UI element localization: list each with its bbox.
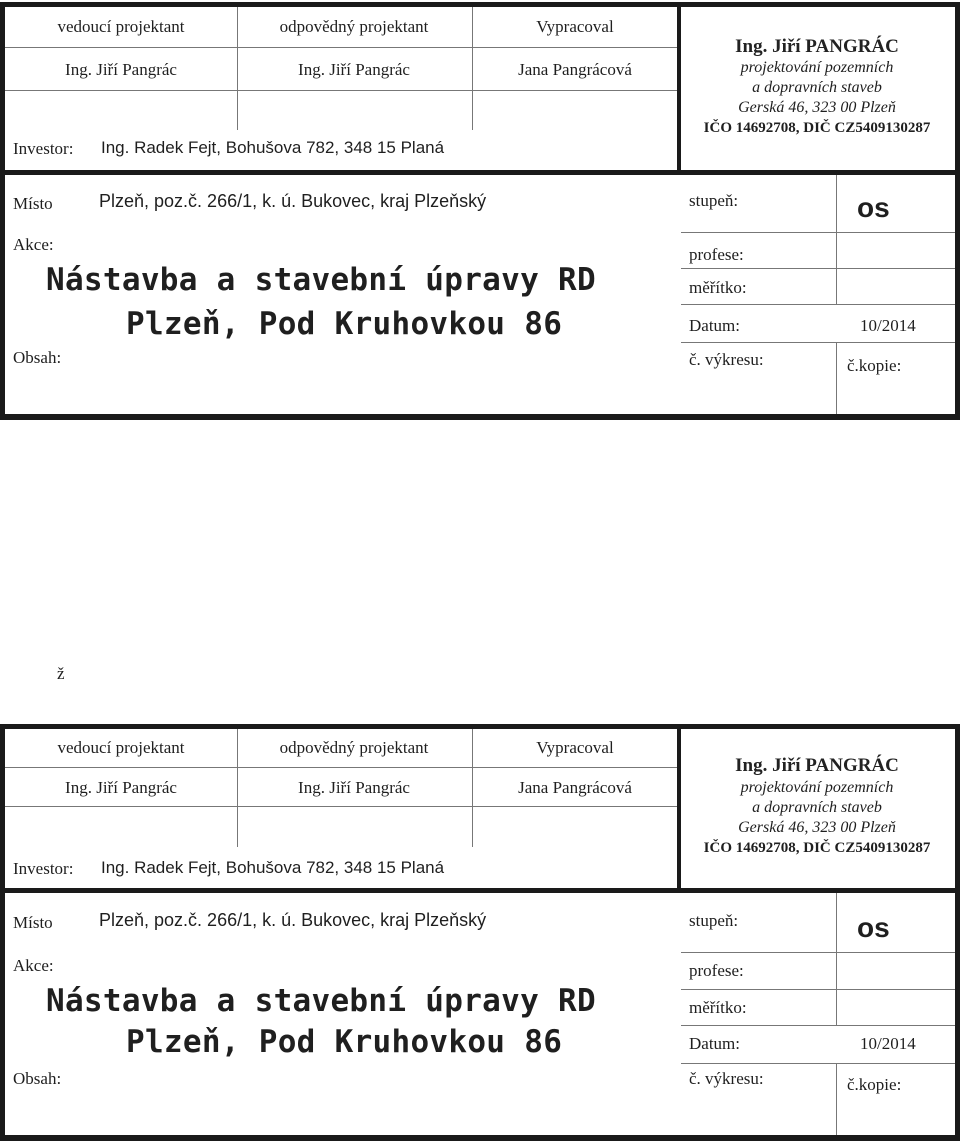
place-value: Plzeň, poz.č. 266/1, k. ú. Bukovec, kraj Plzeňský <box>99 910 487 930</box>
action-title: Nástavba a stavební úpravy RD <box>46 262 596 298</box>
firm-address: Gerská 46, 323 00 Plzeň <box>738 819 896 836</box>
header-label-lead-designer: vedoucí projektant <box>57 738 185 757</box>
scale-label: měřítko: <box>689 278 747 297</box>
action-subtitle: Plzeň, Pod Kruhovkou 86 <box>126 1024 563 1060</box>
firm-line-1: projektování pozemních <box>740 779 894 796</box>
title-block-1 <box>0 0 960 420</box>
investor-value: Ing. Radek Fejt, Bohušova 782, 348 15 Planá <box>101 138 445 157</box>
action-label: Akce: <box>13 956 54 975</box>
place-label: Místo <box>13 913 53 932</box>
investor-label: Investor: <box>13 139 74 158</box>
lead-designer-name: Ing. Jiří Pangrác <box>65 778 177 797</box>
title-block-2 <box>0 722 960 1142</box>
responsible-designer-name: Ing. Jiří Pangrác <box>298 60 410 79</box>
drawn-by-name: Jana Pangrácová <box>518 60 632 79</box>
header-label-responsible-designer: odpovědný projektant <box>279 17 429 36</box>
scale-label: měřítko: <box>689 998 747 1017</box>
profession-label: profese: <box>689 961 744 980</box>
date-label: Datum: <box>689 316 740 335</box>
date-label: Datum: <box>689 1034 740 1053</box>
header-label-drawn-by: Vypracoval <box>536 738 614 757</box>
action-title: Nástavba a stavební úpravy RD <box>46 983 596 1019</box>
header-label-responsible-designer: odpovědný projektant <box>279 738 429 757</box>
action-subtitle: Plzeň, Pod Kruhovkou 86 <box>126 306 563 342</box>
drawing-number-label: č. výkresu: <box>689 1069 764 1088</box>
copy-number-label: č.kopie: <box>847 1075 902 1094</box>
firm-name: Ing. Jiří PANGRÁC <box>735 755 899 776</box>
firm-address: Gerská 46, 323 00 Plzeň <box>738 99 896 116</box>
responsible-designer-name: Ing. Jiří Pangrác <box>298 778 410 797</box>
drawn-by-name: Jana Pangrácová <box>518 778 632 797</box>
firm-name: Ing. Jiří PANGRÁC <box>735 36 899 57</box>
stage-label: stupeň: <box>689 191 739 210</box>
content-label: Obsah: <box>13 1069 62 1088</box>
firm-ids: IČO 14692708, DIČ CZ5409130287 <box>703 120 931 136</box>
stage-value: os <box>857 192 890 223</box>
header-label-lead-designer: vedoucí projektant <box>57 17 185 36</box>
investor-value: Ing. Radek Fejt, Bohušova 782, 348 15 Planá <box>101 858 445 877</box>
profession-label: profese: <box>689 245 744 264</box>
investor-label: Investor: <box>13 859 74 878</box>
firm-line-2: a dopravních staveb <box>752 799 882 816</box>
stage-value: os <box>857 912 890 943</box>
date-value: 10/2014 <box>860 1034 916 1053</box>
stage-label: stupeň: <box>689 911 739 930</box>
content-label: Obsah: <box>13 348 62 367</box>
place-value: Plzeň, poz.č. 266/1, k. ú. Bukovec, kraj Plzeňský <box>99 191 487 211</box>
firm-line-1: projektování pozemních <box>740 59 894 76</box>
date-value: 10/2014 <box>860 316 916 335</box>
action-label: Akce: <box>13 235 54 254</box>
lead-designer-name: Ing. Jiří Pangrác <box>65 60 177 79</box>
drawing-number-label: č. výkresu: <box>689 350 764 369</box>
firm-line-2: a dopravních staveb <box>752 79 882 96</box>
place-label: Místo <box>13 194 53 213</box>
header-label-drawn-by: Vypracoval <box>536 17 614 36</box>
copy-number-label: č.kopie: <box>847 356 902 375</box>
stray-character: ž <box>57 664 65 683</box>
firm-ids: IČO 14692708, DIČ CZ5409130287 <box>703 840 931 856</box>
